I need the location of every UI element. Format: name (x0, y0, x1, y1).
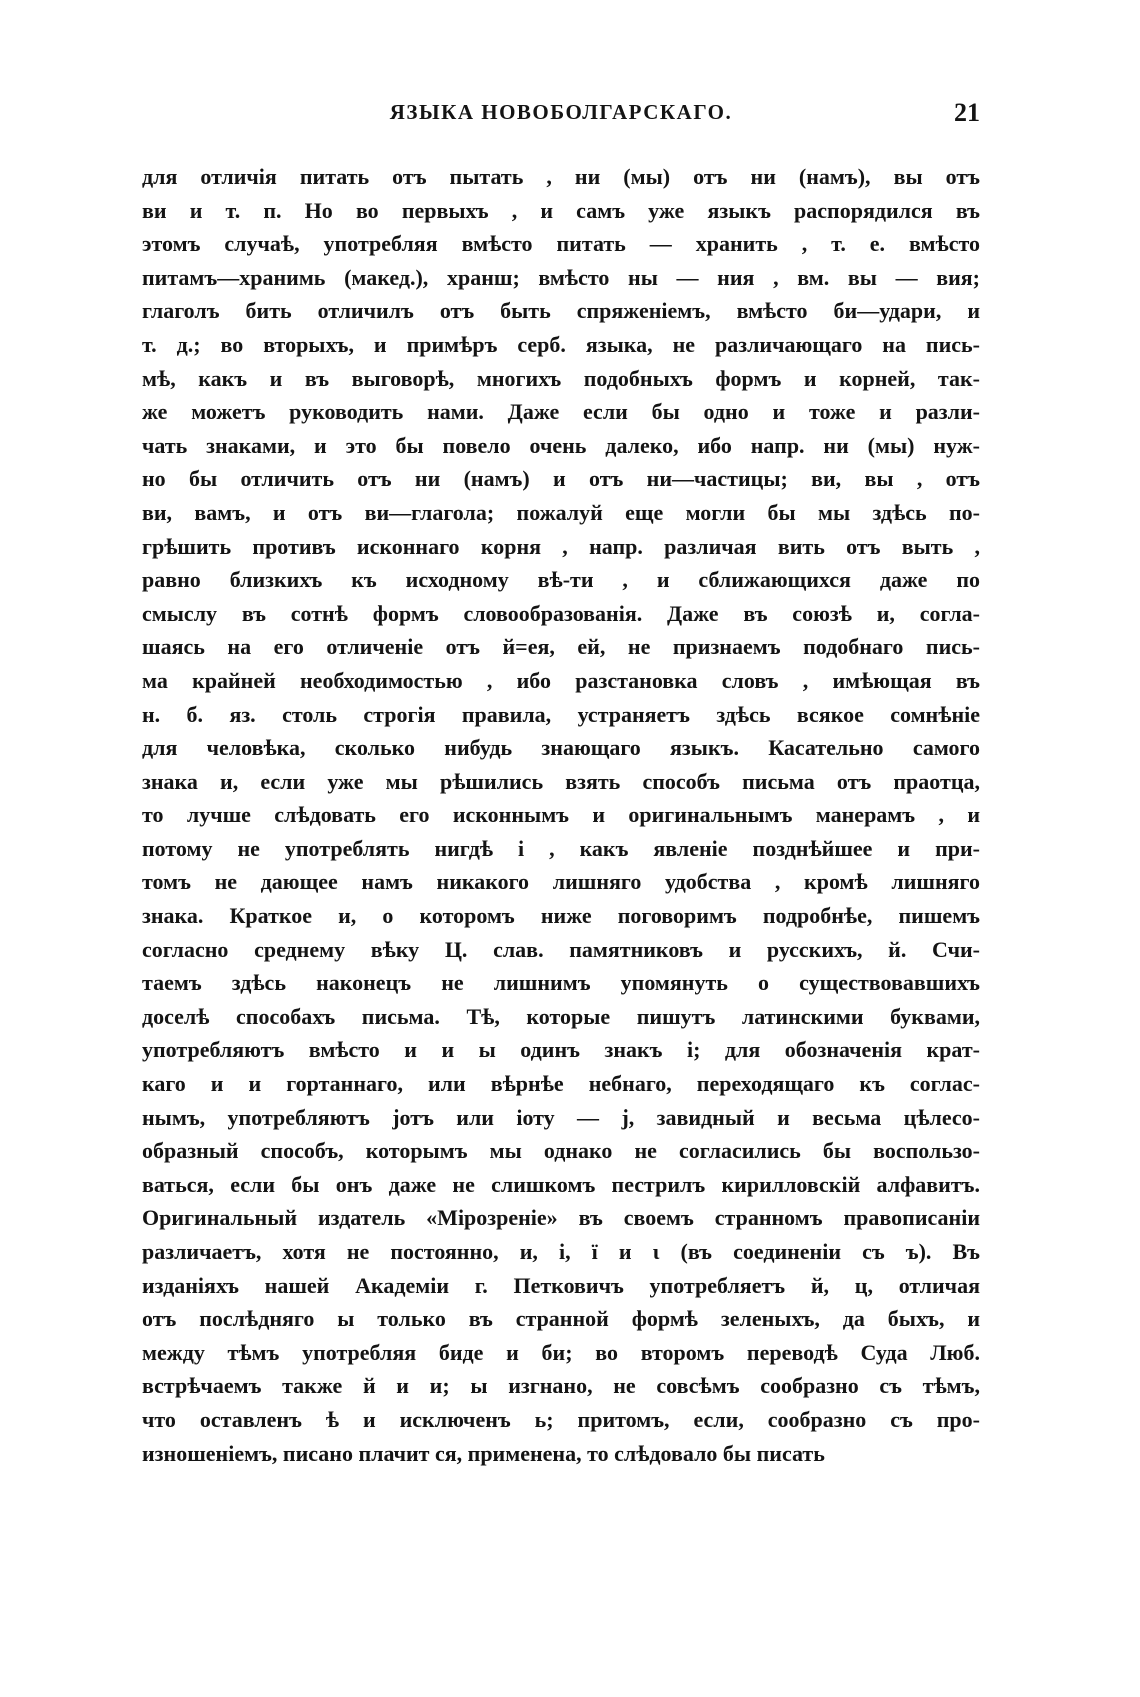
text-line: знака. Краткое и, о которомъ ниже поговоримъ подробнѣе, пишемъ (142, 903, 980, 929)
running-title: ЯЗЫКА НОВОБОЛГАРСКАГО. (389, 100, 733, 124)
text-line: н. б. яз. столь строгія правила, устраняетъ здѣсь всякое сомнѣніе (142, 701, 980, 727)
body-text (142, 160, 980, 1470)
text-line: смыслу въ сотнѣ формъ словообразованія. Даже въ союзѣ и, согла- (142, 600, 980, 626)
text-line: мѣ, какъ и въ выговорѣ, многихъ подобныхъ формъ и корней, так- (142, 365, 980, 391)
text-line: но бы отличить отъ ни (намъ) и отъ ни—частицы; ви, вы , отъ (142, 466, 980, 492)
text-line: потому не употреблять нигдѣ і , какъ явленіе позднѣйшее и при- (142, 835, 980, 861)
text-line: глаголъ бить отличилъ отъ быть спряженіемъ, вмѣсто би—удари, и (142, 298, 980, 324)
text-line: шаясь на его отличеніе отъ й=ея, ей, не признаемъ подобнаго пись- (142, 634, 980, 660)
text-line: томъ не дающее намъ никакого лишняго удобства , кромѣ лишняго (142, 869, 980, 895)
text-line: этомъ случаѣ, употребляя вмѣсто питать — хранить , т. е. вмѣсто (142, 231, 980, 257)
text-line: ви и т. п. Но во первыхъ , и самъ уже языкъ распорядился въ (142, 197, 980, 223)
text-line: же можетъ руководить нами. Даже если бы одно и тоже и разли- (142, 399, 980, 425)
text-line: между тѣмъ употребляя биде и би; во второмъ переводѣ Суда Люб. (142, 1339, 980, 1365)
text-line: согласно среднему вѣку Ц. слав. памятниковъ и русскихъ, й. Счи- (142, 936, 980, 962)
text-line: чать знаками, и это бы повело очень далеко, ибо напр. ни (мы) нуж- (142, 432, 980, 458)
text-line: грѣшить противъ исконнаго корня , напр. различая вить отъ выть , (142, 533, 980, 559)
page-number: 21 (954, 98, 980, 127)
text-line: для человѣка, сколько нибудь знающаго языкъ. Касательно самого (142, 735, 980, 761)
text-line: то лучше слѣдовать его исконнымъ и оригинальнымъ манерамъ , и (142, 802, 980, 828)
text-line: образный способъ, которымъ мы однако не согласились бы воспользо- (142, 1138, 980, 1164)
text-line: таемъ здѣсь наконецъ не лишнимъ упомянуть о существовавшихъ (142, 970, 980, 996)
text-line: Оригинальный издатель «Мірозреніе» въ своемъ странномъ правописаніи (142, 1205, 980, 1231)
text-line: питамъ—хранимь (макед.), хранш; вмѣсто ны — ния , вм. вы — вия; (142, 264, 980, 290)
text-line: доселѣ способахъ письма. Тѣ, которые пишутъ латинскими буквами, (142, 1003, 980, 1029)
text-line: ви, вамъ, и отъ ви—глагола; пожалуй еще могли бы мы здѣсь по- (142, 499, 980, 525)
text-line: различаетъ, хотя не постоянно, и, і, ї и ɩ (въ соединеніи съ ъ). Въ (142, 1239, 980, 1264)
text-line: нымъ, употребляютъ јотъ или іоту — ј, завидный и весьма цѣлесо- (142, 1104, 980, 1130)
text-line: для отличія питать отъ пытать , ни (мы) отъ ни (намъ), вы отъ (142, 164, 980, 189)
text-line: т. д.; во вторыхъ, и примѣръ серб. языка, не различающаго на пись- (142, 331, 980, 357)
text-line: ма крайней необходимостью , ибо разстановка словъ , имѣющая въ (142, 667, 980, 693)
text-line: изданіяхъ нашей Академіи г. Петковичъ употребляетъ й, ц, отличая (142, 1272, 980, 1298)
text-line: знака и, если уже мы рѣшились взять способъ письма отъ праотца, (142, 768, 980, 794)
text-line: отъ послѣдняго ы только въ странной формѣ зеленыхъ, да быхъ, и (142, 1306, 980, 1332)
text-line: равно близкихъ къ исходному вѣ-ти , и сближающихся даже по (142, 567, 980, 593)
text-line: изношеніемъ, писано плачит ся, применена, то слѣдовало бы писать (142, 1440, 825, 1466)
text-line: ваться, если бы онъ даже не слишкомъ пестрилъ кирилловскій алфавитъ. (142, 1171, 980, 1197)
text-line: встрѣчаемъ также й и и; ы изгнано, не совсѣмъ сообразно съ тѣмъ, (142, 1373, 980, 1399)
text-line: что оставленъ ѣ и исключенъ ь; притомъ, если, сообразно съ про- (142, 1406, 980, 1432)
running-head (142, 100, 980, 136)
text-line: каго и и гортаннаго, или вѣрнѣе небнаго, переходящаго къ соглас- (142, 1071, 980, 1097)
text-line: употребляютъ вмѣсто и и ы одинъ знакъ і; для обозначенія крат- (142, 1037, 980, 1063)
